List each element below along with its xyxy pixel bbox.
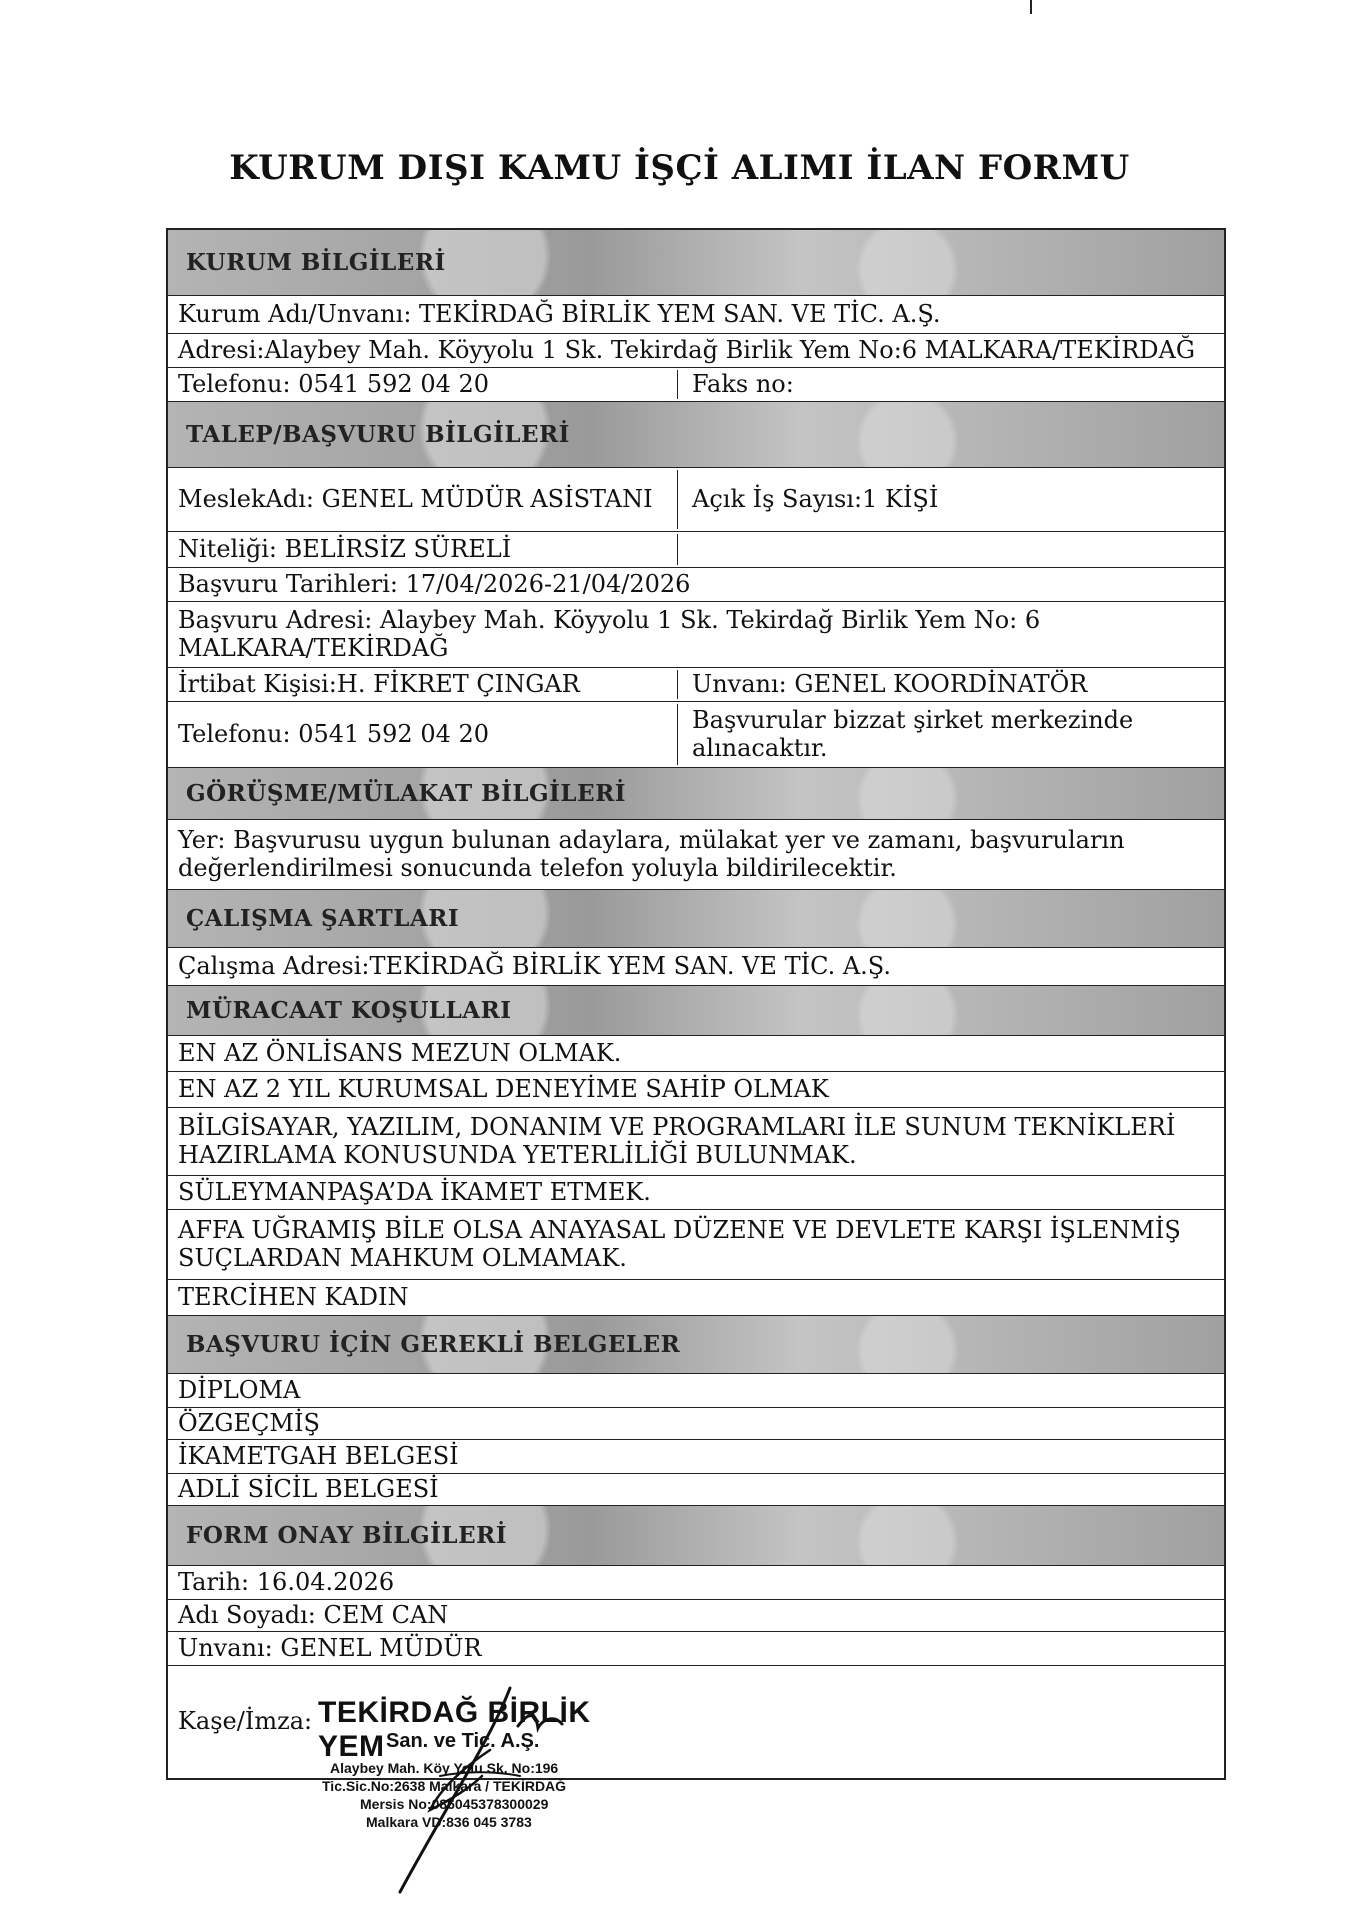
basvuru-adresi-row <box>168 602 1224 668</box>
kurum-adres: Adresi:Alaybey Mah. Köyyolu 1 Sk. Tekirdağ Birlik Yem No:6 MALKARA/TEKİRDAĞ <box>178 335 1196 364</box>
kurum-adi: Kurum Adı/Unvanı: TEKİRDAĞ BİRLİK YEM SAN. VE TİC. A.Ş. <box>178 299 941 328</box>
muracaat-kosulu: TERCİHEN KADIN <box>168 1280 1224 1316</box>
belge-item: ÖZGEÇMİŞ <box>168 1408 1224 1440</box>
irtibat-kisisi: İrtibat Kişisi:H. FİKRET ÇINGAR <box>168 670 678 699</box>
meslek-row <box>168 468 1224 532</box>
nitelik-row <box>168 532 1224 568</box>
page-title: KURUM DIŞI KAMU İŞÇİ ALIMI İLAN FORMU <box>229 148 1130 188</box>
muracaat-kosulu: EN AZ ÖNLİSANS MEZUN OLMAK. <box>168 1036 1224 1072</box>
muracaat-kosulu: SÜLEYMANPAŞA’DA İKAMET ETMEK. <box>168 1176 1224 1210</box>
form-table <box>166 228 1226 1780</box>
niteligi: Niteliği: BELİRSİZ SÜRELİ <box>168 534 678 565</box>
belge-item: İKAMETGAH BELGESİ <box>168 1440 1224 1474</box>
stamp-trade-registry: Tic.Sic.No:2638 Malkara / TEKİRDAĞ <box>322 1778 567 1794</box>
kurum-adi-row <box>168 296 1224 334</box>
onay-adi-soyadi: Adı Soyadı: CEM CAN <box>178 1600 449 1629</box>
onay-unvan-row <box>168 1632 1224 1666</box>
onay-tarih-row <box>168 1566 1224 1600</box>
basvuru-tarihleri: Başvuru Tarihleri: 17/04/2026-21/04/2026 <box>178 569 691 598</box>
onay-adi-soyadi-row <box>168 1600 1224 1632</box>
stamp-company-type: San. ve Tic. A.Ş. <box>386 1730 540 1752</box>
section-gorusme-header: GÖRÜŞME/MÜLAKAT BİLGİLERİ <box>168 768 1224 820</box>
section-calisma-header: ÇALIŞMA ŞARTLARI <box>168 890 1224 948</box>
section-onay-header: FORM ONAY BİLGİLERİ <box>168 1506 1224 1566</box>
irtibat-row <box>168 668 1224 702</box>
gorusme-yer-row <box>168 820 1224 890</box>
stamp-company-name: TEKİRDAĞ BİRLİK YEM <box>318 1696 591 1763</box>
muracaat-kosulu: AFFA UĞRAMIŞ BİLE OLSA ANAYASAL DÜZENE VE DEVLETE KARŞI İŞLENMİŞ SUÇLARDAN MAHKUM OLMAMAK. <box>168 1210 1224 1280</box>
section-talep-header: TALEP/BAŞVURU BİLGİLERİ <box>168 402 1224 468</box>
kurum-adres-row <box>168 334 1224 368</box>
onay-unvan: Unvanı: GENEL MÜDÜR <box>178 1633 482 1662</box>
gorusme-yer: Yer: Başvurusu uygun bulunan adaylara, mülakat yer ve zamanı, başvuruların değerlendirilmesi sonucunda telefon yoluyla bildirilecektir. <box>178 825 1125 882</box>
stamp-address: Alaybey Mah. Köy Yolu Sk. No:196 <box>330 1760 559 1776</box>
irtibat-unvani: Unvanı: GENEL KOORDİNATÖR <box>692 669 1088 698</box>
acik-is-sayisi: Açık İş Sayısı:1 KİŞİ <box>692 484 939 513</box>
stamp-tax-office: Malkara VD:836 045 3783 <box>366 1814 532 1830</box>
section-muracaat-header: MÜRACAAT KOŞULLARI <box>168 986 1224 1036</box>
calisma-adresi-row <box>168 948 1224 986</box>
signature <box>340 1680 600 1900</box>
belge-item: ADLİ SİCİL BELGESİ <box>168 1474 1224 1506</box>
kurum-iletisim-row <box>168 368 1224 402</box>
basvuru-tarihleri-row <box>168 568 1224 602</box>
belge-item: DİPLOMA <box>168 1374 1224 1408</box>
basvuru-adresi: Başvuru Adresi: Alaybey Mah. Köyyolu 1 Sk. Tekirdağ Birlik Yem No: 6 MALKARA/TEKİRDAĞ <box>178 605 1041 662</box>
meslek-adi: MeslekAdı: GENEL MÜDÜR ASİSTANI <box>168 470 678 529</box>
basvuru-notu: Başvurular bizzat şirket merkezinde alınacaktır. <box>692 705 1134 762</box>
muracaat-kosulu: BİLGİSAYAR, YAZILIM, DONANIM VE PROGRAMLARI İLE SUNUM TEKNİKLERİ HAZIRLAMA KONUSUNDA YETERLİLİĞİ BULUNMAK. <box>168 1108 1224 1176</box>
muracaat-kosulu: EN AZ 2 YIL KURUMSAL DENEYİME SAHİP OLMAK <box>168 1072 1224 1108</box>
stamp-mersis: Mersis No:086045378300029 <box>360 1796 549 1812</box>
section-kurum-header: KURUM BİLGİLERİ <box>168 230 1224 296</box>
irtibat-telefon: Telefonu: 0541 592 04 20 <box>168 704 678 765</box>
onay-tarih: Tarih: 16.04.2026 <box>178 1567 395 1596</box>
kurum-faks: Faks no: <box>692 369 794 398</box>
kase-imza-label: Kaşe/İmza: <box>178 1707 313 1736</box>
section-belgeler-header: BAŞVURU İÇİN GEREKLİ BELGELER <box>168 1316 1224 1374</box>
calisma-adresi: Çalışma Adresi:TEKİRDAĞ BİRLİK YEM SAN. VE TİC. A.Ş. <box>178 951 892 980</box>
page-edge-mark <box>1030 0 1032 14</box>
irtibat-telefon-row <box>168 702 1224 768</box>
kurum-telefon: Telefonu: 0541 592 04 20 <box>168 370 678 399</box>
